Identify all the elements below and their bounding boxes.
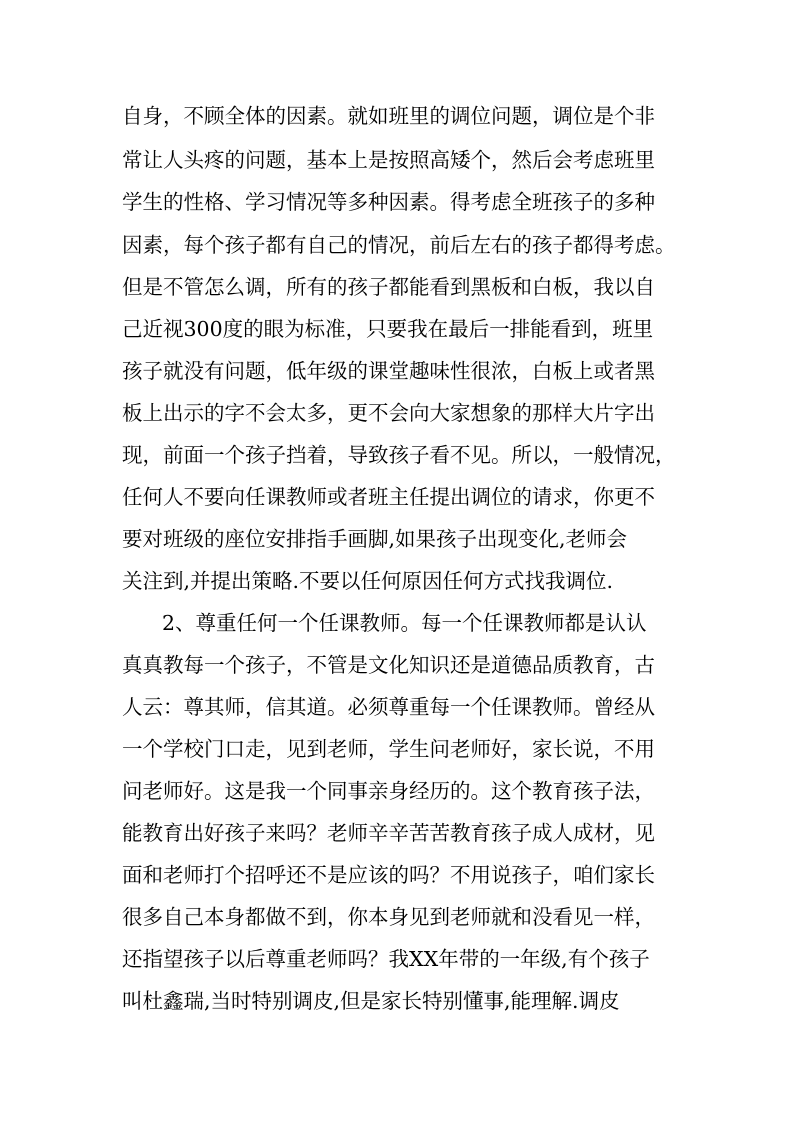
- text-line: 一个学校门口走，见到老师，学生问老师好，家长说，不用: [122, 737, 655, 761]
- text-line: 要对班级的座位安排指手画脚,如果孩子出现变化,老师会: [122, 527, 628, 551]
- text-line: 问老师好。这是我一个同事亲身经历的。这个教育孩子法，: [122, 779, 655, 803]
- text-line: 任何人不要向任课教师或者班主任提出调位的请求，你更不: [122, 485, 655, 509]
- text-line: 己近视300度的眼为标准，只要我在最后一排能看到，班里: [122, 317, 654, 341]
- text-line: 关注到,并提出策略.不要以任何原因任何方式找我调位.: [122, 569, 614, 593]
- text-line: 因素，每个孩子都有自己的情况，前后左右的孩子都得考虑。: [122, 233, 676, 257]
- text-line: 能教育出好孩子来吗？老师辛辛苦苦教育孩子成人成材，见: [122, 821, 655, 845]
- text-line: 孩子就没有问题，低年级的课堂趣味性很浓，白板上或者黑: [122, 359, 655, 383]
- text-line: 还指望孩子以后尊重老师吗？我XX年带的一年级,有个孩子: [122, 947, 650, 971]
- text-line: 叫杜鑫瑞,当时特别调皮,但是家长特别懂事,能理解.调皮: [122, 989, 620, 1013]
- text-line: 自身，不顾全体的因素。就如班里的调位问题，调位是个非: [122, 104, 655, 128]
- text-line: 但是不管怎么调，所有的孩子都能看到黑板和白板，我以自: [122, 275, 655, 299]
- text-line: 人云：尊其师，信其道。必须尊重每一个任课教师。曾经从: [122, 695, 655, 719]
- text-line: 很多自己本身都做不到，你本身见到老师就和没看见一样，: [122, 905, 655, 929]
- text-line: 常让人头疼的问题，基本上是按照高矮个，然后会考虑班里: [122, 148, 655, 172]
- text-line: 现，前面一个孩子挡着，导致孩子看不见。所以，一般情况，: [122, 443, 676, 467]
- paragraph-first-line: 2、尊重任何一个任课教师。每一个任课教师都是认认: [162, 611, 647, 635]
- text-line: 面和老师打个招呼还不是应该的吗？不用说孩子，咱们家长: [122, 863, 655, 887]
- text-line: 板上出示的字不会太多，更不会向大家想象的那样大片字出: [122, 401, 655, 425]
- text-line: 真真教每一个孩子，不管是文化知识还是道德品质教育，古: [122, 653, 655, 677]
- text-line: 学生的性格、学习情况等多种因素。得考虑全班孩子的多种: [122, 190, 655, 214]
